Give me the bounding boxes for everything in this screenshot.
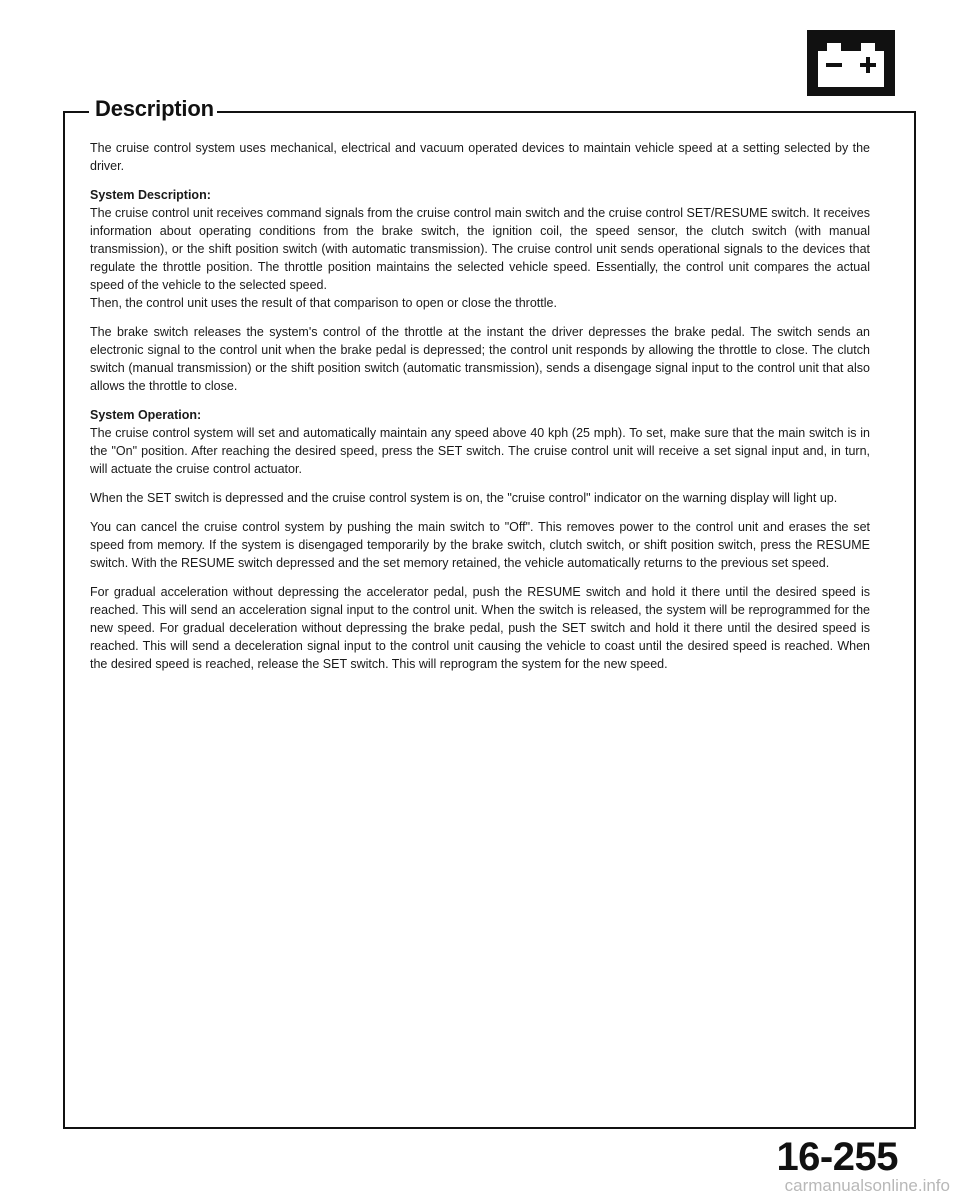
system-description-text-2: Then, the control unit uses the result of that comparison to open or close the throttle. [90, 296, 557, 310]
system-operation-heading: System Operation: [90, 408, 202, 422]
gradual-paragraph: For gradual acceleration without depressing the accelerator pedal, push the RESUME switch and hold it there until the desired speed is reached. This will send an acceleration signal input to the control unit. When the switch is released, the system will be reprogrammed for the new speed. For gradual deceleration without depressing the brake pedal, push the SET switch and hold it there until the desired speed is reached. This will send a deceleration signal input to the control unit causing the vehicle to coast until the desired speed is reached. When the desired speed is reached, release the SET switch. This will reprogram the system for the new speed. [90, 585, 870, 671]
set-switch-paragraph: When the SET switch is depressed and the cruise control system is on, the "cruise control" indicator on the warning display will light up. [90, 491, 838, 505]
section-title: Description [92, 95, 217, 123]
intro-paragraph: The cruise control system uses mechanical, electrical and vacuum operated devices to maintain vehicle speed at a setting selected by the driver. [90, 141, 870, 173]
brake-switch-paragraph: The brake switch releases the system's control of the throttle at the instant the driver depresses the brake pedal. The switch sends an electronic signal to the control unit when the brake pedal is depressed; the control unit responds by allowing the throttle to close. The clutch switch (manual transmission) or the shift position switch (automatic transmission), sends a disengage signal input to the control unit that also allows the throttle to close. [90, 325, 870, 393]
system-operation-text: The cruise control system will set and automatically maintain any speed above 40 kph (25 mph). To set, make sure that the main switch is in the "On" position. After reaching the desired speed, press the SET switch. The cruise control unit will receive a set signal input and, in turn, will actuate the cruise control actuator. [90, 426, 870, 476]
system-operation-section [90, 406, 870, 478]
system-description-section [90, 186, 870, 312]
frame-top-rule-right [207, 111, 916, 113]
system-description-text: The cruise control unit receives command signals from the cruise control main switch and the cruise control SET/RESUME switch. It receives information about operating conditions from the brake switch, the ignition coil, the speed sensor, the clutch switch (with manual transmission), or the shift position switch (with automatic transmission). The cruise control unit sends operational signals to the devices that regulate the throttle position. The throttle position maintains the selected vehicle speed. Essentially, the control unit compares the actual speed of the vehicle to the selected speed. [90, 206, 870, 292]
watermark: carmanualsonline.info [784, 1176, 950, 1195]
content-body [90, 139, 870, 673]
frame-top-rule-left [63, 111, 89, 113]
page-number: 16-255 [776, 1135, 898, 1179]
battery-icon [807, 30, 895, 96]
cancel-paragraph: You can cancel the cruise control system by pushing the main switch to "Off". This removes power to the control unit and erases the set speed from memory. If the system is disengaged temporarily by the brake switch, clutch switch, or shift position switch, press the RESUME switch. With the RESUME switch depressed and the set memory retained, the vehicle automatically returns to the previous set speed. [90, 520, 870, 570]
system-description-heading: System Description: [90, 188, 211, 202]
